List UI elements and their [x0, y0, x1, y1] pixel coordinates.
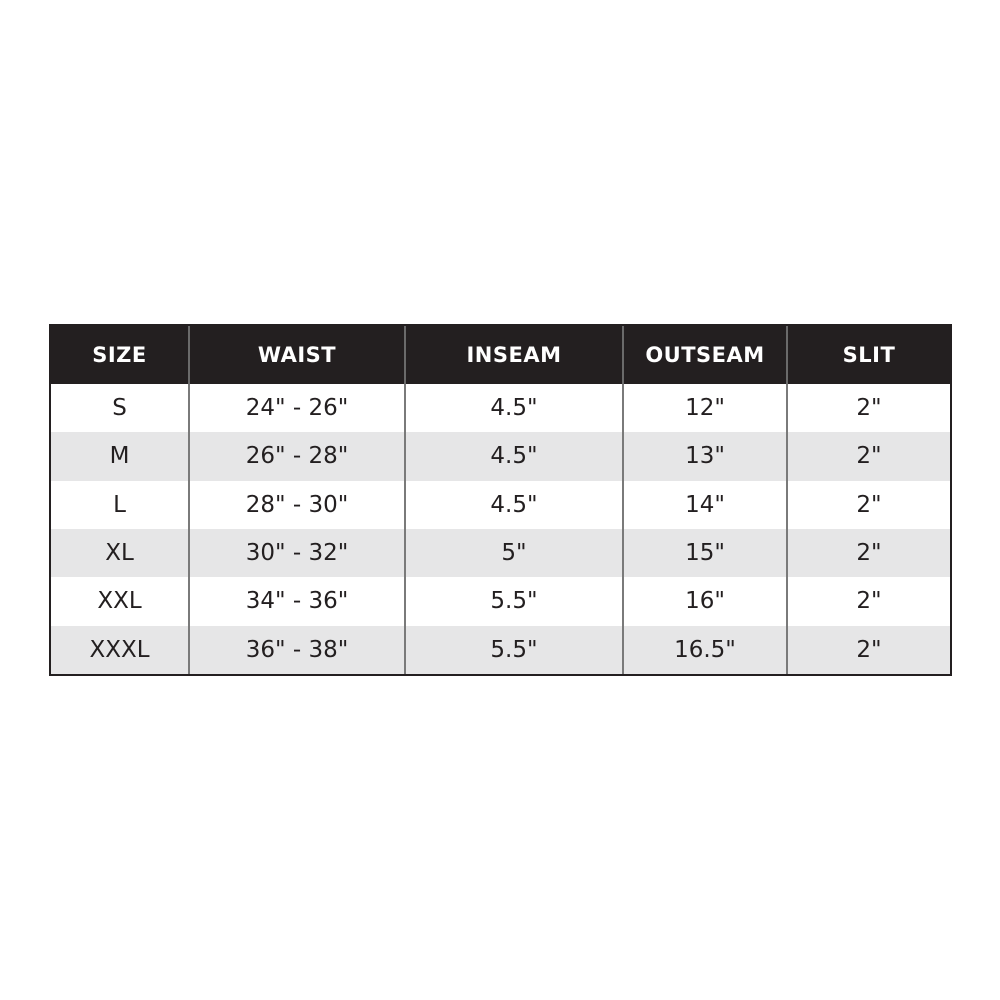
inseam-cell: 4.5" — [405, 432, 623, 480]
slit-cell: 2" — [787, 577, 950, 625]
table-header — [51, 326, 950, 384]
slit-cell: 2" — [787, 481, 950, 529]
waist-cell: 36" - 38" — [189, 626, 405, 674]
size-chart-table — [49, 324, 952, 676]
inseam-cell: 5.5" — [405, 626, 623, 674]
inseam-cell: 4.5" — [405, 384, 623, 432]
waist-cell: 24" - 26" — [189, 384, 405, 432]
header-row — [51, 326, 950, 384]
outseam-cell: 12" — [623, 384, 787, 432]
slit-cell: 2" — [787, 384, 950, 432]
header-waist: WAIST — [189, 326, 405, 384]
table-row — [51, 626, 950, 674]
table-row — [51, 384, 950, 432]
size-cell: L — [113, 491, 126, 518]
header-outseam: OUTSEAM — [623, 326, 787, 384]
outseam-cell: 15" — [623, 529, 787, 577]
size-cell: XL — [105, 540, 134, 567]
outseam-cell: 14" — [623, 481, 787, 529]
waist-cell: 34" - 36" — [189, 577, 405, 625]
table-row — [51, 432, 950, 480]
size-cell: M — [109, 443, 130, 470]
slit-cell: 2" — [787, 626, 950, 674]
table-body — [51, 384, 950, 674]
header-inseam: INSEAM — [405, 326, 623, 384]
header-size: SIZE — [92, 343, 147, 367]
size-cell: XXXL — [89, 636, 150, 663]
inseam-cell: 5.5" — [405, 577, 623, 625]
slit-cell: 2" — [787, 529, 950, 577]
inseam-cell: 4.5" — [405, 481, 623, 529]
waist-cell: 30" - 32" — [189, 529, 405, 577]
inseam-cell: 5" — [405, 529, 623, 577]
waist-cell: 26" - 28" — [189, 432, 405, 480]
table-row — [51, 577, 950, 625]
table-row — [51, 481, 950, 529]
table-row — [51, 529, 950, 577]
size-cell: XXL — [97, 588, 142, 615]
size-table — [51, 326, 950, 674]
slit-cell: 2" — [787, 432, 950, 480]
size-cell: S — [112, 395, 127, 422]
waist-cell: 28" - 30" — [189, 481, 405, 529]
outseam-cell: 13" — [623, 432, 787, 480]
outseam-cell: 16.5" — [623, 626, 787, 674]
outseam-cell: 16" — [623, 577, 787, 625]
header-slit: SLIT — [787, 326, 950, 384]
